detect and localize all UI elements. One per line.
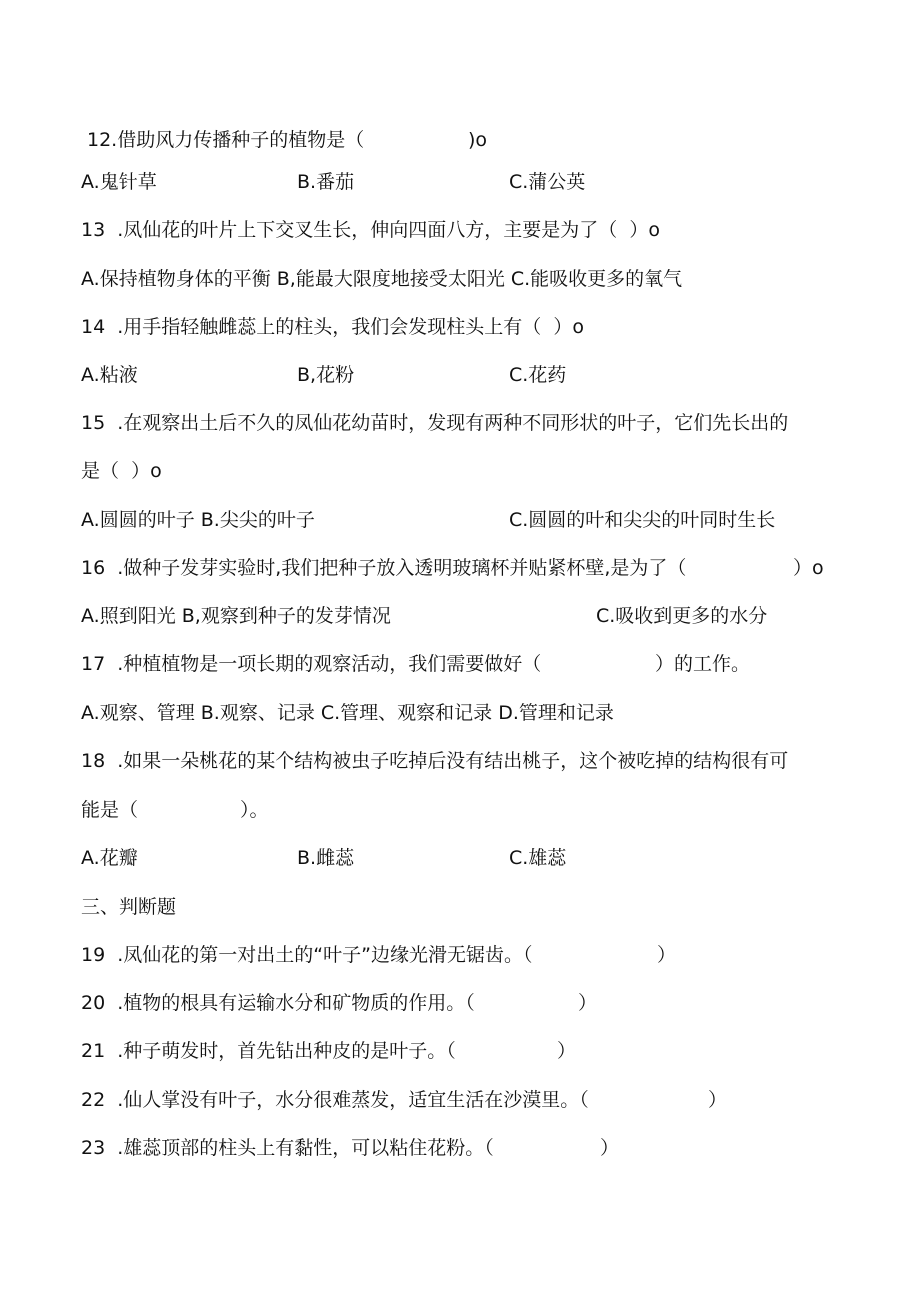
q16-option-c: C.吸收到更多的水分	[596, 605, 768, 627]
q17-options: A.观察、管理 B.观察、记录 C.管理、观察和记录 D.管理和记录	[81, 702, 614, 724]
judge-item-21-close: ）	[557, 1040, 577, 1062]
judge-item-23: 23 .雄蕊顶部的柱头上有黏性，可以粘住花粉。（	[81, 1137, 494, 1159]
q18-close: ）。	[240, 799, 269, 821]
q18-option-b: B.雌蕊	[297, 847, 355, 869]
judge-item-22-close: ）	[708, 1089, 728, 1111]
q14-option-c: C.花药	[509, 364, 567, 386]
q14-stem: 14 .用手指轻触雌蕊上的柱头，我们会发现柱头上有（ ）o	[81, 316, 585, 338]
judge-item-23-close: ）	[600, 1137, 620, 1159]
q12-option-a: A.鬼针草	[81, 171, 157, 193]
q14-option-b: B,花粉	[297, 364, 355, 386]
q12-stem: 12.借助风力传播种子的植物是（	[87, 129, 365, 151]
q15-option-c: C.圆圆的叶和尖尖的叶同时生长	[509, 509, 776, 531]
q14-option-a: A.粘液	[81, 364, 138, 386]
judge-item-21: 21 .种子萌发时，首先钻出种皮的是叶子。（	[81, 1040, 456, 1062]
q16-stem: 16 .做种子发芽实验时,我们把种子放入透明玻璃杯并贴紧杯壁,是为了（	[81, 557, 687, 579]
judge-item-20: 20 .植物的根具有运输水分和矿物质的作用。（	[81, 992, 475, 1014]
q15-stem-line2: 是（ ）o	[81, 460, 162, 482]
q17-close: ）的工作。	[655, 653, 751, 675]
q12-option-c: C.蒲公英	[509, 171, 586, 193]
judge-item-19-close: ）	[657, 944, 677, 966]
q18-option-a: A.花瓣	[81, 847, 138, 869]
judge-item-20-close: ）	[578, 992, 598, 1014]
q15-stem-line1: 15 .在观察出土后不久的凤仙花幼苗时，发现有两种不同形状的叶子，它们先长出的	[81, 412, 789, 434]
q16-close: ）o	[793, 557, 824, 579]
q18-stem-line1: 18 .如果一朵桃花的某个结构被虫子吃掉后没有结出桃子，这个被吃掉的结构很有可	[81, 750, 789, 772]
q13-options: A.保持植物身体的平衡 B,能最大限度地接受太阳光 C.能吸收更多的氧气	[81, 268, 683, 290]
q12-option-b: B.番茄	[297, 171, 355, 193]
section-title-judgment: 三、判断题	[81, 896, 177, 918]
q15-option-ab: A.圆圆的叶子 B.尖尖的叶子	[81, 509, 315, 531]
q16-option-ab: A.照到阳光 B,观察到种子的发芽情况	[81, 605, 391, 627]
judge-item-22: 22 .仙人掌没有叶子，水分很难蒸发，适宜生活在沙漠里。（	[81, 1089, 589, 1111]
q12-close: )o	[468, 129, 488, 151]
q17-stem: 17 .种植植物是一项长期的观察活动，我们需要做好（	[81, 653, 542, 675]
judge-item-19: 19 .凤仙花的第一对出土的“叶子”边缘光滑无锯齿。（	[81, 944, 533, 966]
q13-stem: 13 .凤仙花的叶片上下交叉生长，伸向四面八方，主要是为了（ ）o	[81, 219, 661, 241]
q18-stem-line2: 能是（	[81, 799, 139, 821]
q18-option-c: C.雄蕊	[509, 847, 567, 869]
